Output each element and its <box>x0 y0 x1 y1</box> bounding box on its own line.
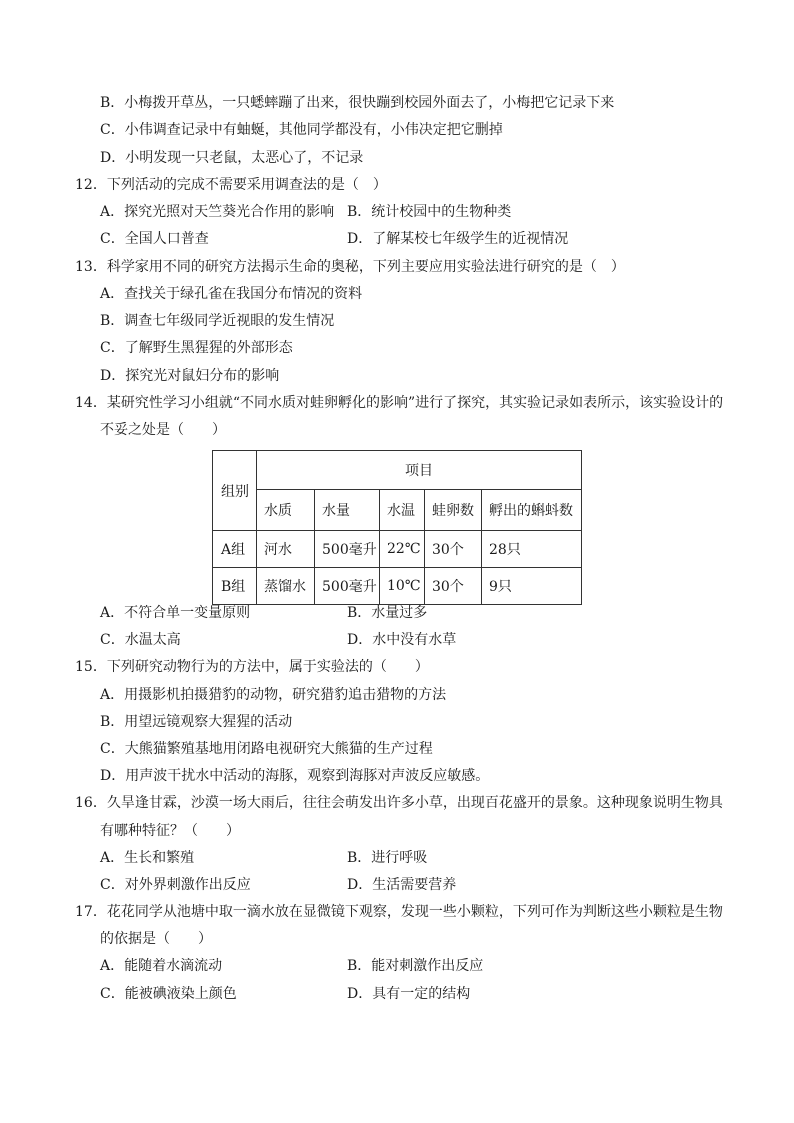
q15-option-b: B．用望远镜观察大猩猩的活动 <box>100 713 293 730</box>
table-cell: 30个 <box>425 531 482 568</box>
table-cell: 28只 <box>482 531 582 568</box>
q11-option-d: D．小明发现一只老鼠，太恶心了，不记录 <box>100 149 364 166</box>
q11-option-c: C．小伟调查记录中有蚰蜒，其他同学都没有，小伟决定把它删掉 <box>100 122 503 139</box>
q16-options-row-2 <box>75 872 755 899</box>
table-cell-group: B组 <box>213 568 257 605</box>
table-column-header: 水质 <box>257 490 315 531</box>
q12-number: 12． <box>75 176 107 193</box>
q14-number: 14． <box>75 394 107 411</box>
q14-option-c: C．水温太高 <box>100 632 181 649</box>
q16-stem <box>75 790 755 817</box>
q12-option-c: C．全国人口普查 <box>100 231 209 248</box>
q13-option-a: A．查找关于绿孔雀在我国分布情况的资料 <box>100 285 363 302</box>
q14-option-d: D．水中没有水草 <box>347 632 457 649</box>
q15-stem-text: 下列研究动物行为的方法中，属于实验法的（ ） <box>106 659 429 676</box>
q17-stem-text: 花花同学从池塘中取一滴水放在显微镜下观察，发现一些小颗粒，下列可作为判断这些小颗粒是生物 <box>106 904 723 921</box>
q13-stem-text: 科学家用不同的研究方法揭示生命的奥秘，下列主要应用实验法进行研究的是（ ） <box>106 258 625 275</box>
q16-option-b: B．进行呼吸 <box>347 849 428 866</box>
q12-option-b: B．统计校园中的生物种类 <box>347 204 512 220</box>
q16-options-row-1 <box>75 845 755 872</box>
q12-options-row-2 <box>75 226 755 253</box>
q14-stem-continuation: 不妥之处是（ ） <box>100 422 226 438</box>
q17-option-b: B．能对刺激作出反应 <box>347 958 484 975</box>
q17-options-row-2 <box>75 981 755 1008</box>
table-header-row-1 <box>213 451 582 490</box>
table-column-header: 孵出的蝌蚪数 <box>482 490 582 531</box>
q16-option-a: A．生长和繁殖 <box>100 849 195 866</box>
q13-option-c: C．了解野生黑猩猩的外部形态 <box>100 340 293 357</box>
q17-option-a: A．能随着水滴流动 <box>100 958 223 975</box>
table-items-header: 项目 <box>257 451 582 490</box>
q13-number: 13． <box>75 258 107 275</box>
questions-block-lower <box>75 600 755 1008</box>
table-column-header: 水温 <box>380 490 425 531</box>
q14-option-b: B．水量过多 <box>347 605 428 621</box>
q13-option-d: D．探究光对鼠妇分布的影响 <box>100 367 280 384</box>
questions-block-upper <box>75 90 755 444</box>
q17-options-row-1 <box>75 953 755 980</box>
table-cell: 500毫升 <box>315 568 380 605</box>
q14-options-row-2 <box>75 627 755 654</box>
q16-option-d: D．生活需要营养 <box>347 876 457 893</box>
table-column-header: 水量 <box>315 490 380 531</box>
q17-option-d: D．具有一定的结构 <box>347 985 471 1002</box>
table-cell-group: A组 <box>213 531 257 568</box>
q16-stem-text: 久旱逢甘霖，沙漠一场大雨后，往往会萌发出许多小草，出现百花盛开的景象。这种现象说明生物具 <box>106 795 723 812</box>
table-cell: 蒸馏水 <box>257 568 315 605</box>
q12-option-d: D．了解某校七年级学生的近视情况 <box>347 231 569 248</box>
q15-option-c: C．大熊猫繁殖基地用闭路电视研究大熊猫的生产过程 <box>100 740 433 757</box>
q17-stem-continuation: 的依据是（ ） <box>100 931 212 948</box>
q12-stem <box>75 172 755 199</box>
q17-stem <box>75 899 755 926</box>
q12-stem-text: 下列活动的完成不需要采用调查法的是（ ） <box>106 176 387 193</box>
table-group-header: 组别 <box>213 451 257 531</box>
table-cell: 22℃ <box>380 531 425 568</box>
table-cell: 9只 <box>482 568 582 605</box>
table-row <box>213 531 582 568</box>
q14-options-row-1 <box>75 600 755 627</box>
q17-number: 17． <box>75 904 107 921</box>
q12-options-row-1 <box>75 199 755 226</box>
q15-stem <box>75 654 755 681</box>
q12-option-a: A．探究光照对天竺葵光合作用的影响 <box>100 204 335 220</box>
q11-option-b: B．小梅拨开草丛，一只蟋蟀蹦了出来，很快蹦到校园外面去了，小梅把它记录下来 <box>100 95 615 111</box>
table-cell: 河水 <box>257 531 315 568</box>
table-cell: 10℃ <box>380 568 425 605</box>
q15-option-d: D．用声波干扰水中活动的海豚，观察到海豚对声波反应敏感。 <box>100 768 490 785</box>
q16-option-c: C．对外界刺激作出反应 <box>100 876 251 893</box>
q14-stem-text: 某研究性学习小组就“不同水质对蛙卵孵化的影响”进行了探究，其实验记录如表所示，该实验设计的 <box>106 394 724 411</box>
q16-stem-continuation: 有哪种特征？（ ） <box>100 822 240 839</box>
table-cell: 30个 <box>425 568 482 605</box>
q16-number: 16． <box>75 795 107 812</box>
q15-number: 15． <box>75 659 107 676</box>
q14-option-a: A．不符合单一变量原则 <box>100 605 251 621</box>
table-row <box>213 568 582 605</box>
q17-option-c: C．能被碘液染上颜色 <box>100 985 237 1002</box>
q15-option-a: A．用摄影机拍摄猎豹的动物，研究猎豹追击猎物的方法 <box>100 686 447 703</box>
q13-stem <box>75 254 755 281</box>
table-column-header: 蛙卵数 <box>425 490 482 531</box>
q14-stem <box>75 390 755 417</box>
table-header-row-2 <box>213 490 582 531</box>
q14-experiment-table <box>212 450 582 605</box>
table-cell: 500毫升 <box>315 531 380 568</box>
q13-option-b: B．调查七年级同学近视眼的发生情况 <box>100 313 335 329</box>
